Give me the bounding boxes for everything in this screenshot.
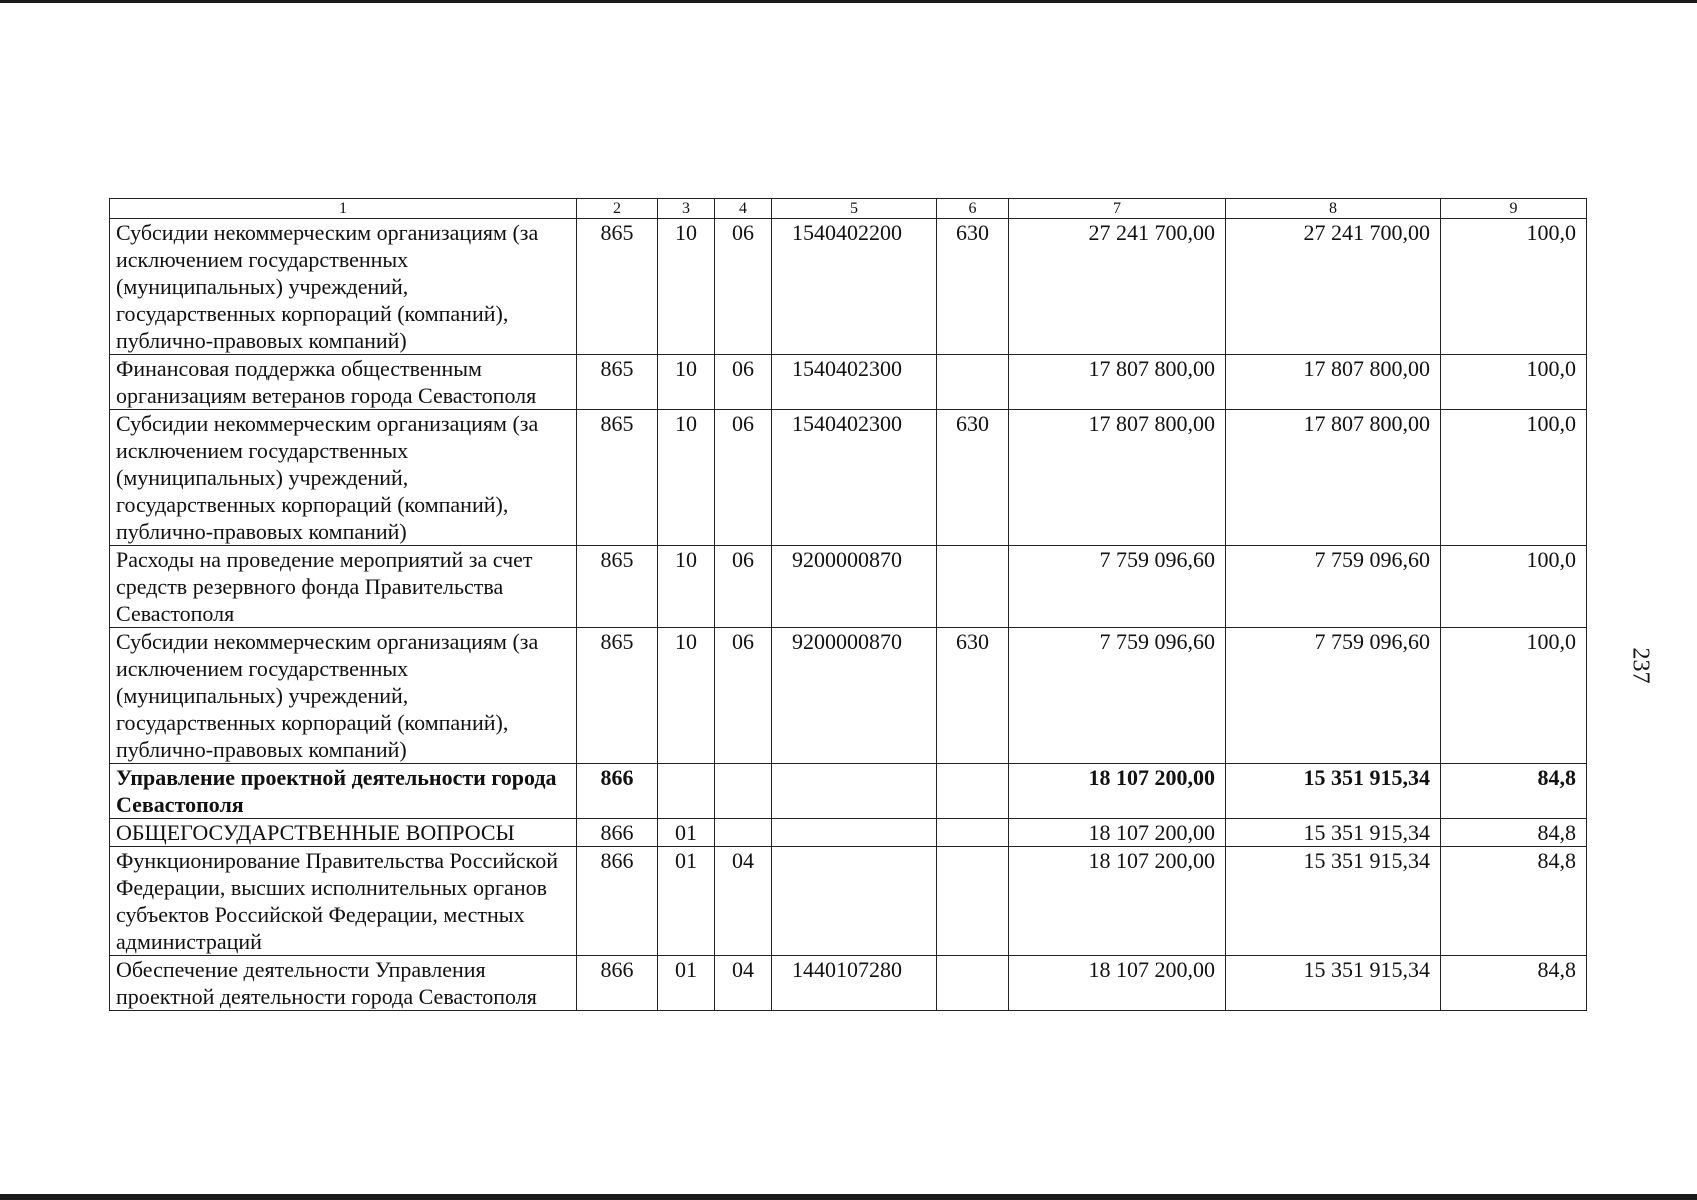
percent-cell: 84,8 <box>1441 819 1587 847</box>
page-number: 237 <box>1627 647 1654 684</box>
actual-amount-cell: 7 759 096,60 <box>1226 628 1441 764</box>
table-row <box>110 847 1587 956</box>
subsection-cell: 06 <box>715 219 772 355</box>
actual-amount-cell: 15 351 915,34 <box>1226 764 1441 819</box>
name-cell: Функционирование Правительства Российской Федерации, высших исполнительных органов субъектов Российской Федерации, местных администраций <box>110 847 577 956</box>
header-cell: 2 <box>577 199 658 219</box>
table-row <box>110 546 1587 628</box>
plan-amount-cell: 7 759 096,60 <box>1009 628 1226 764</box>
expense-type-cell <box>937 764 1009 819</box>
section-cell: 10 <box>658 628 715 764</box>
expense-type-cell <box>937 546 1009 628</box>
table-row <box>110 956 1587 1011</box>
plan-amount-cell: 27 241 700,00 <box>1009 219 1226 355</box>
grbs-cell: 865 <box>577 410 658 546</box>
plan-amount-cell: 18 107 200,00 <box>1009 764 1226 819</box>
subsection-cell <box>715 819 772 847</box>
name-cell: Обеспечение деятельности Управления проектной деятельности города Севастополя <box>110 956 577 1011</box>
target-article-cell <box>772 819 937 847</box>
subsection-cell: 06 <box>715 546 772 628</box>
percent-cell: 84,8 <box>1441 847 1587 956</box>
subsection-cell: 06 <box>715 355 772 410</box>
actual-amount-cell: 15 351 915,34 <box>1226 819 1441 847</box>
header-cell: 3 <box>658 199 715 219</box>
plan-amount-cell: 17 807 800,00 <box>1009 410 1226 546</box>
section-cell: 10 <box>658 219 715 355</box>
header-cell: 8 <box>1226 199 1441 219</box>
subsection-cell: 04 <box>715 956 772 1011</box>
header-cell: 4 <box>715 199 772 219</box>
page-top-border <box>0 0 1697 3</box>
header-cell: 7 <box>1009 199 1226 219</box>
plan-amount-cell: 7 759 096,60 <box>1009 546 1226 628</box>
expense-type-cell <box>937 847 1009 956</box>
table-row <box>110 764 1587 819</box>
grbs-cell: 866 <box>577 819 658 847</box>
section-cell: 01 <box>658 956 715 1011</box>
table-body <box>110 219 1587 1011</box>
grbs-cell: 866 <box>577 847 658 956</box>
grbs-cell: 865 <box>577 219 658 355</box>
name-cell: Субсидии некоммерческим организациям (за исключением государственных (муниципальных) учреждений, государственных корпораций (компаний), публично-правовых компаний) <box>110 410 577 546</box>
percent-cell: 100,0 <box>1441 355 1587 410</box>
header-cell: 6 <box>937 199 1009 219</box>
expense-type-cell <box>937 956 1009 1011</box>
table-row <box>110 355 1587 410</box>
name-cell: Субсидии некоммерческим организациям (за исключением государственных (муниципальных) учреждений, государственных корпораций (компаний), публично-правовых компаний) <box>110 219 577 355</box>
subsection-cell: 06 <box>715 410 772 546</box>
name-cell: Финансовая поддержка общественным организациям ветеранов города Севастополя <box>110 355 577 410</box>
header-cell: 1 <box>110 199 577 219</box>
expense-type-cell <box>937 355 1009 410</box>
target-article-cell <box>772 847 937 956</box>
plan-amount-cell: 17 807 800,00 <box>1009 355 1226 410</box>
grbs-cell: 866 <box>577 764 658 819</box>
table-row <box>110 819 1587 847</box>
target-article-cell: 9200000870 <box>772 628 937 764</box>
percent-cell: 84,8 <box>1441 764 1587 819</box>
subsection-cell: 06 <box>715 628 772 764</box>
header-cell: 9 <box>1441 199 1587 219</box>
actual-amount-cell: 15 351 915,34 <box>1226 847 1441 956</box>
table-row <box>110 628 1587 764</box>
grbs-cell: 865 <box>577 546 658 628</box>
percent-cell: 84,8 <box>1441 956 1587 1011</box>
section-cell: 10 <box>658 355 715 410</box>
name-cell: Расходы на проведение мероприятий за счет средств резервного фонда Правительства Севастополя <box>110 546 577 628</box>
actual-amount-cell: 27 241 700,00 <box>1226 219 1441 355</box>
budget-table <box>109 198 1587 1011</box>
target-article-cell: 1440107280 <box>772 956 937 1011</box>
section-cell: 01 <box>658 819 715 847</box>
percent-cell: 100,0 <box>1441 628 1587 764</box>
expense-type-cell <box>937 819 1009 847</box>
actual-amount-cell: 7 759 096,60 <box>1226 546 1441 628</box>
header-row <box>110 199 1587 219</box>
section-cell: 01 <box>658 847 715 956</box>
grbs-cell: 866 <box>577 956 658 1011</box>
grbs-cell: 865 <box>577 355 658 410</box>
table-row <box>110 410 1587 546</box>
page-bottom-border <box>0 1194 1697 1200</box>
subsection-cell <box>715 764 772 819</box>
plan-amount-cell: 18 107 200,00 <box>1009 956 1226 1011</box>
table-row <box>110 219 1587 355</box>
target-article-cell <box>772 764 937 819</box>
section-cell: 10 <box>658 546 715 628</box>
name-cell: Субсидии некоммерческим организациям (за исключением государственных (муниципальных) учреждений, государственных корпораций (компаний), публично-правовых компаний) <box>110 628 577 764</box>
header-cell: 5 <box>772 199 937 219</box>
plan-amount-cell: 18 107 200,00 <box>1009 847 1226 956</box>
grbs-cell: 865 <box>577 628 658 764</box>
percent-cell: 100,0 <box>1441 219 1587 355</box>
plan-amount-cell: 18 107 200,00 <box>1009 819 1226 847</box>
subsection-cell: 04 <box>715 847 772 956</box>
percent-cell: 100,0 <box>1441 410 1587 546</box>
target-article-cell: 1540402300 <box>772 410 937 546</box>
expense-type-cell: 630 <box>937 219 1009 355</box>
expense-type-cell: 630 <box>937 628 1009 764</box>
target-article-cell: 9200000870 <box>772 546 937 628</box>
target-article-cell: 1540402300 <box>772 355 937 410</box>
target-article-cell: 1540402200 <box>772 219 937 355</box>
section-cell: 10 <box>658 410 715 546</box>
section-cell <box>658 764 715 819</box>
expense-type-cell: 630 <box>937 410 1009 546</box>
name-cell: Управление проектной деятельности города Севастополя <box>110 764 577 819</box>
actual-amount-cell: 17 807 800,00 <box>1226 410 1441 546</box>
percent-cell: 100,0 <box>1441 546 1587 628</box>
actual-amount-cell: 17 807 800,00 <box>1226 355 1441 410</box>
actual-amount-cell: 15 351 915,34 <box>1226 956 1441 1011</box>
name-cell: ОБЩЕГОСУДАРСТВЕННЫЕ ВОПРОСЫ <box>110 819 577 847</box>
